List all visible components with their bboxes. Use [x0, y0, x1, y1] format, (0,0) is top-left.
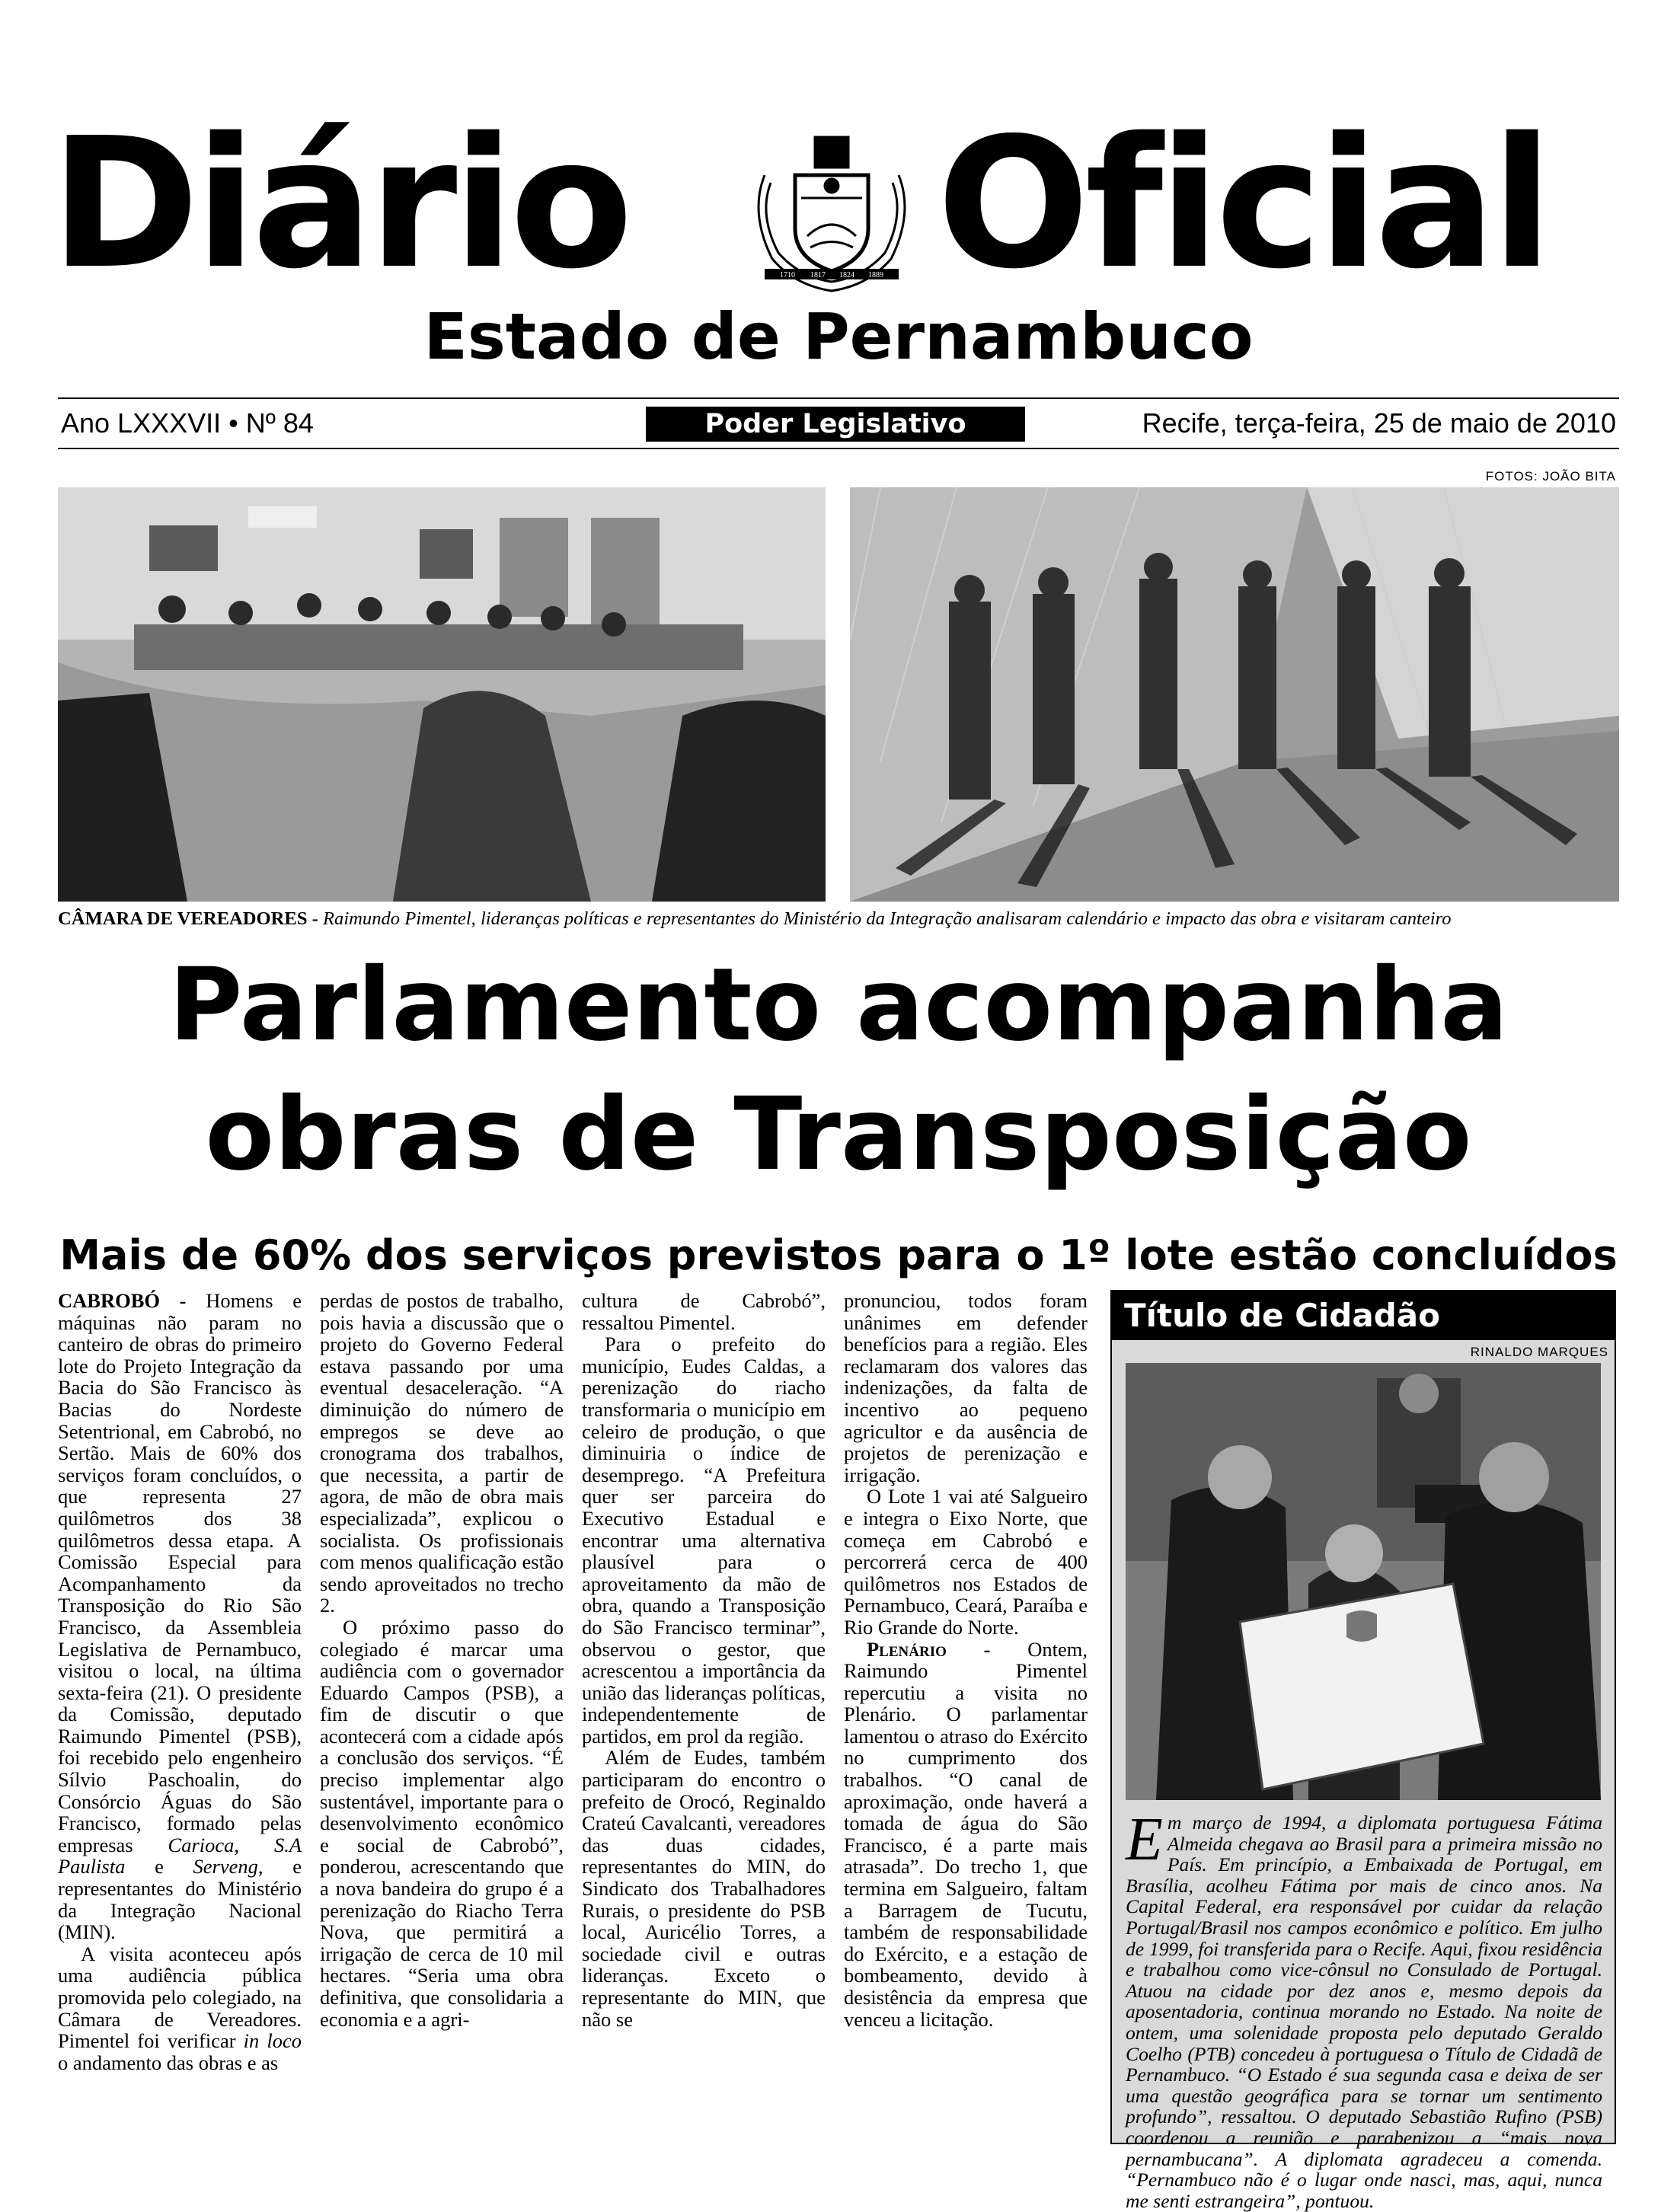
svg-text:1824: 1824: [839, 271, 854, 279]
svg-text:1889: 1889: [868, 271, 883, 279]
article-column-4: [844, 1290, 1088, 2030]
company-name: Carioca: [168, 1833, 235, 1856]
subsection-tag: Plenário -: [867, 1637, 991, 1661]
company-name: S.A Paulista: [58, 1833, 302, 1878]
photo-council-meeting: [58, 487, 826, 902]
divider: [58, 397, 1619, 399]
masthead-title-right: Oficial: [937, 99, 1549, 308]
paragraph-text: Ontem, Raimundo Pimentel repercutiu a visita no Plenário. O parlamentar lamentou o atraso do Exército no cumprimento dos trabalhos. “O canal de aproximação, onde haverá a tomada de água do São Francisco, é a parte mais atrasada”. Do trecho 1, que termina em Salgueiro, faltam a Barragem de Tucutu, também de responsabilidade do Exército, e a estação de bombeamento, devido à desistência da empresa que venceu a licitação.: [844, 1637, 1088, 2031]
photo-credit: FOTOS: JOÃO BITA: [1485, 469, 1616, 484]
article-column-1: [58, 1290, 302, 2073]
section-label: Poder Legislativo: [646, 407, 1025, 442]
separator: e: [155, 1855, 164, 1878]
svg-text:1710: 1710: [780, 271, 795, 279]
paragraph-text: o andamento das obras e as: [58, 2051, 279, 2074]
latin-phrase: in loco: [243, 2029, 302, 2053]
article-column-3: [582, 1290, 826, 2030]
sidebar-body: m março de 1994, a diplomata portuguesa Fátima Almeida chegava ao Brasil para a primeira missão no País. Em princípio, a Embaixada de Portugal, em Brasília, acolheu Fátima por mais de cinco anos. Na Capital Federal, era responsável por cuidar da relação Portugal/Brasil nos campos econômico e político. Em julho de 1999, foi transferida para o Recife. Aqui, fixou residência e trabalhou como vice-cônsul no Consulado de Portugal. Atuou na cidade por dez anos e, mesmo depois da aposentadoria, continua morando no Estado. Na noite de ontem, uma solenidade proposta pelo deputado Geraldo Coelho (PTB) concedeu à portuguesa o Título de Cidadã de Pernambuco. “O Estado é sua segunda casa e deixa de ser uma questão geográfica para se tornar um sentimento profundo”, ressaltou. O deputado Sebastião Rufino (PSB) coordenou a reunião e parabenizou a “mais nova pernambucana”. A diplomata agradeceu a comenda. “Pernambuco não é o lugar onde nasci, mas, aqui, nunca me senti estrangeira”, pontuou.: [1126, 1811, 1602, 2212]
photo-credit: RINALDO MARQUES: [1470, 1345, 1608, 1359]
svg-text:1817: 1817: [810, 271, 826, 279]
paragraph: cultura de Cabrobó”, ressaltou Pimentel.: [582, 1289, 826, 1334]
dateline: CABROBÓ -: [58, 1289, 187, 1312]
headline-line-2: obras de Transposição: [205, 1076, 1472, 1193]
caption-label: CÂMARA DE VEREADORES -: [58, 908, 318, 929]
masthead-title-left: Diário: [50, 99, 629, 308]
paragraph-text: Homens e máquinas não param no canteiro de obras do primeiro lote do Projeto Integração da Bacia do São Francisco às Bacias do Nordeste Setentrional, em Cabrobó, no Sertão. Mais de 60% dos serviços foram concluídos, o que representa 27 quilômetros dos 38 quilômetros dessa etapa. A Comissão Especial para Acompanhamento da Transposição do Rio São Francisco, da Assembleia Legislativa de Pernambuco, visitou o local, na última sexta-feira (21). O presidente da Comissão, deputado Raimundo Pimentel (PSB), foi recebido pelo engenheiro Sílvio Paschoalin, do Consórcio Águas do São Francisco, formado pelas empresas: [58, 1289, 302, 1856]
sidebar-box: [1110, 1290, 1616, 2212]
paragraph: perdas de postos de trabalho, pois havia a discussão que o projeto do Governo Federal estava passando por uma eventual desaceleração. “A diminuição do número de empregos se deve ao cronograma dos trabalhos, que necessita, a partir de agora, de mão de obra mais especializada”, explicou o socialista. Os profissionais com menos qualificação estão sendo aproveitados no trecho 2.: [320, 1289, 564, 1617]
issue-number: Ano LXXXVII • Nº 84: [61, 407, 314, 439]
caption-text: Raimundo Pimentel, lideranças políticas e representantes do Ministério da Integração analisaram calendário e impacto das obra e visitaram canteiro: [323, 908, 1452, 929]
photo-citizenship-ceremony: [1126, 1363, 1601, 1800]
paragraph: [58, 1943, 302, 2074]
paragraph: [844, 1639, 1088, 2031]
sidebar-text: [1126, 1806, 1602, 2212]
headline-line-1: Parlamento acompanha: [168, 946, 1509, 1064]
paragraph: pronunciou, todos foram unânimes em defender benefícios para a região. Eles reclamaram dos valores das indenizações, da falta de incentivo ao pequeno agricultor e da ausência de projetos de perenização e irrigação.: [844, 1289, 1088, 1486]
photo-caption: [58, 908, 1619, 930]
paragraph-text: A visita aconteceu após uma audiência pública promovida pelo colegiado, na Câmara de Vereadores. Pimentel foi verificar: [58, 1942, 302, 2053]
drop-cap: E: [1126, 1806, 1163, 1873]
sidebar-title: Título de Cidadão: [1112, 1291, 1615, 1340]
state-coat-of-arms-icon: [742, 122, 922, 302]
paragraph-text: , e representantes do Ministério da Integração Nacional (MIN).: [58, 1855, 302, 1944]
issue-date: Recife, terça-feira, 25 de maio de 2010: [1142, 407, 1616, 439]
separator: ,: [234, 1833, 240, 1856]
divider: [58, 448, 1619, 449]
paragraph: O Lote 1 vai até Salgueiro e integra o Eixo Norte, que começa em Cabrobó e percorrerá cerca de 400 quilômetros nos Estados de Pernambuco, Ceará, Paraíba e Rio Grande do Norte.: [844, 1485, 1088, 1639]
paragraph: Para o prefeito do município, Eudes Caldas, a perenização do riacho transformaria o município em celeiro de produção, o que diminuiria o índice de desemprego. “A Prefeitura quer ser parceira do Executivo Estadual e encontrar uma alternativa plausível para o aproveitamento da mão de obra, quando a Transposição do São Francisco terminar”, observou o gestor, que acrescentou a importância da união das lideranças políticas, independentemente de partidos, em prol da região.: [582, 1333, 826, 1748]
paragraph: Além de Eudes, também participaram do encontro o prefeito de Orocó, Reginaldo Crateú Cavalcanti, vereadores das duas cidades, representantes do MIN, do Sindicato dos Trabalhadores Rurais, o presidente do PSB local, Auricélio Torres, a sociedade civil e outras lideranças. Exceto o representante do MIN, que não se: [582, 1746, 826, 2031]
paragraph: [58, 1290, 302, 1943]
article-column-2: [320, 1290, 564, 2030]
masthead-subtitle: Estado de Pernambuco: [423, 299, 1254, 374]
subheadline: Mais de 60% dos serviços previstos para o 1º lote estão concluídos: [59, 1231, 1618, 1279]
company-name: Serveng: [193, 1855, 258, 1878]
paragraph: O próximo passo do colegiado é marcar uma audiência com o governador Eduardo Campos (PSB), a fim de discutir o que acontecerá com a cidade após a conclusão dos serviços. “É preciso implementar algo sustentável, importante para o desenvolvimento econômico e social de Cabrobó”, ponderou, acrescentando que a nova bandeira do grupo é a perenização do Riacho Terra Nova, que permitirá a irrigação de cerca de 10 mil hectares. “Seria uma obra definitiva, que consolidaria a economia e a agri-: [320, 1615, 564, 2031]
photo-canal-visit: [850, 487, 1619, 902]
